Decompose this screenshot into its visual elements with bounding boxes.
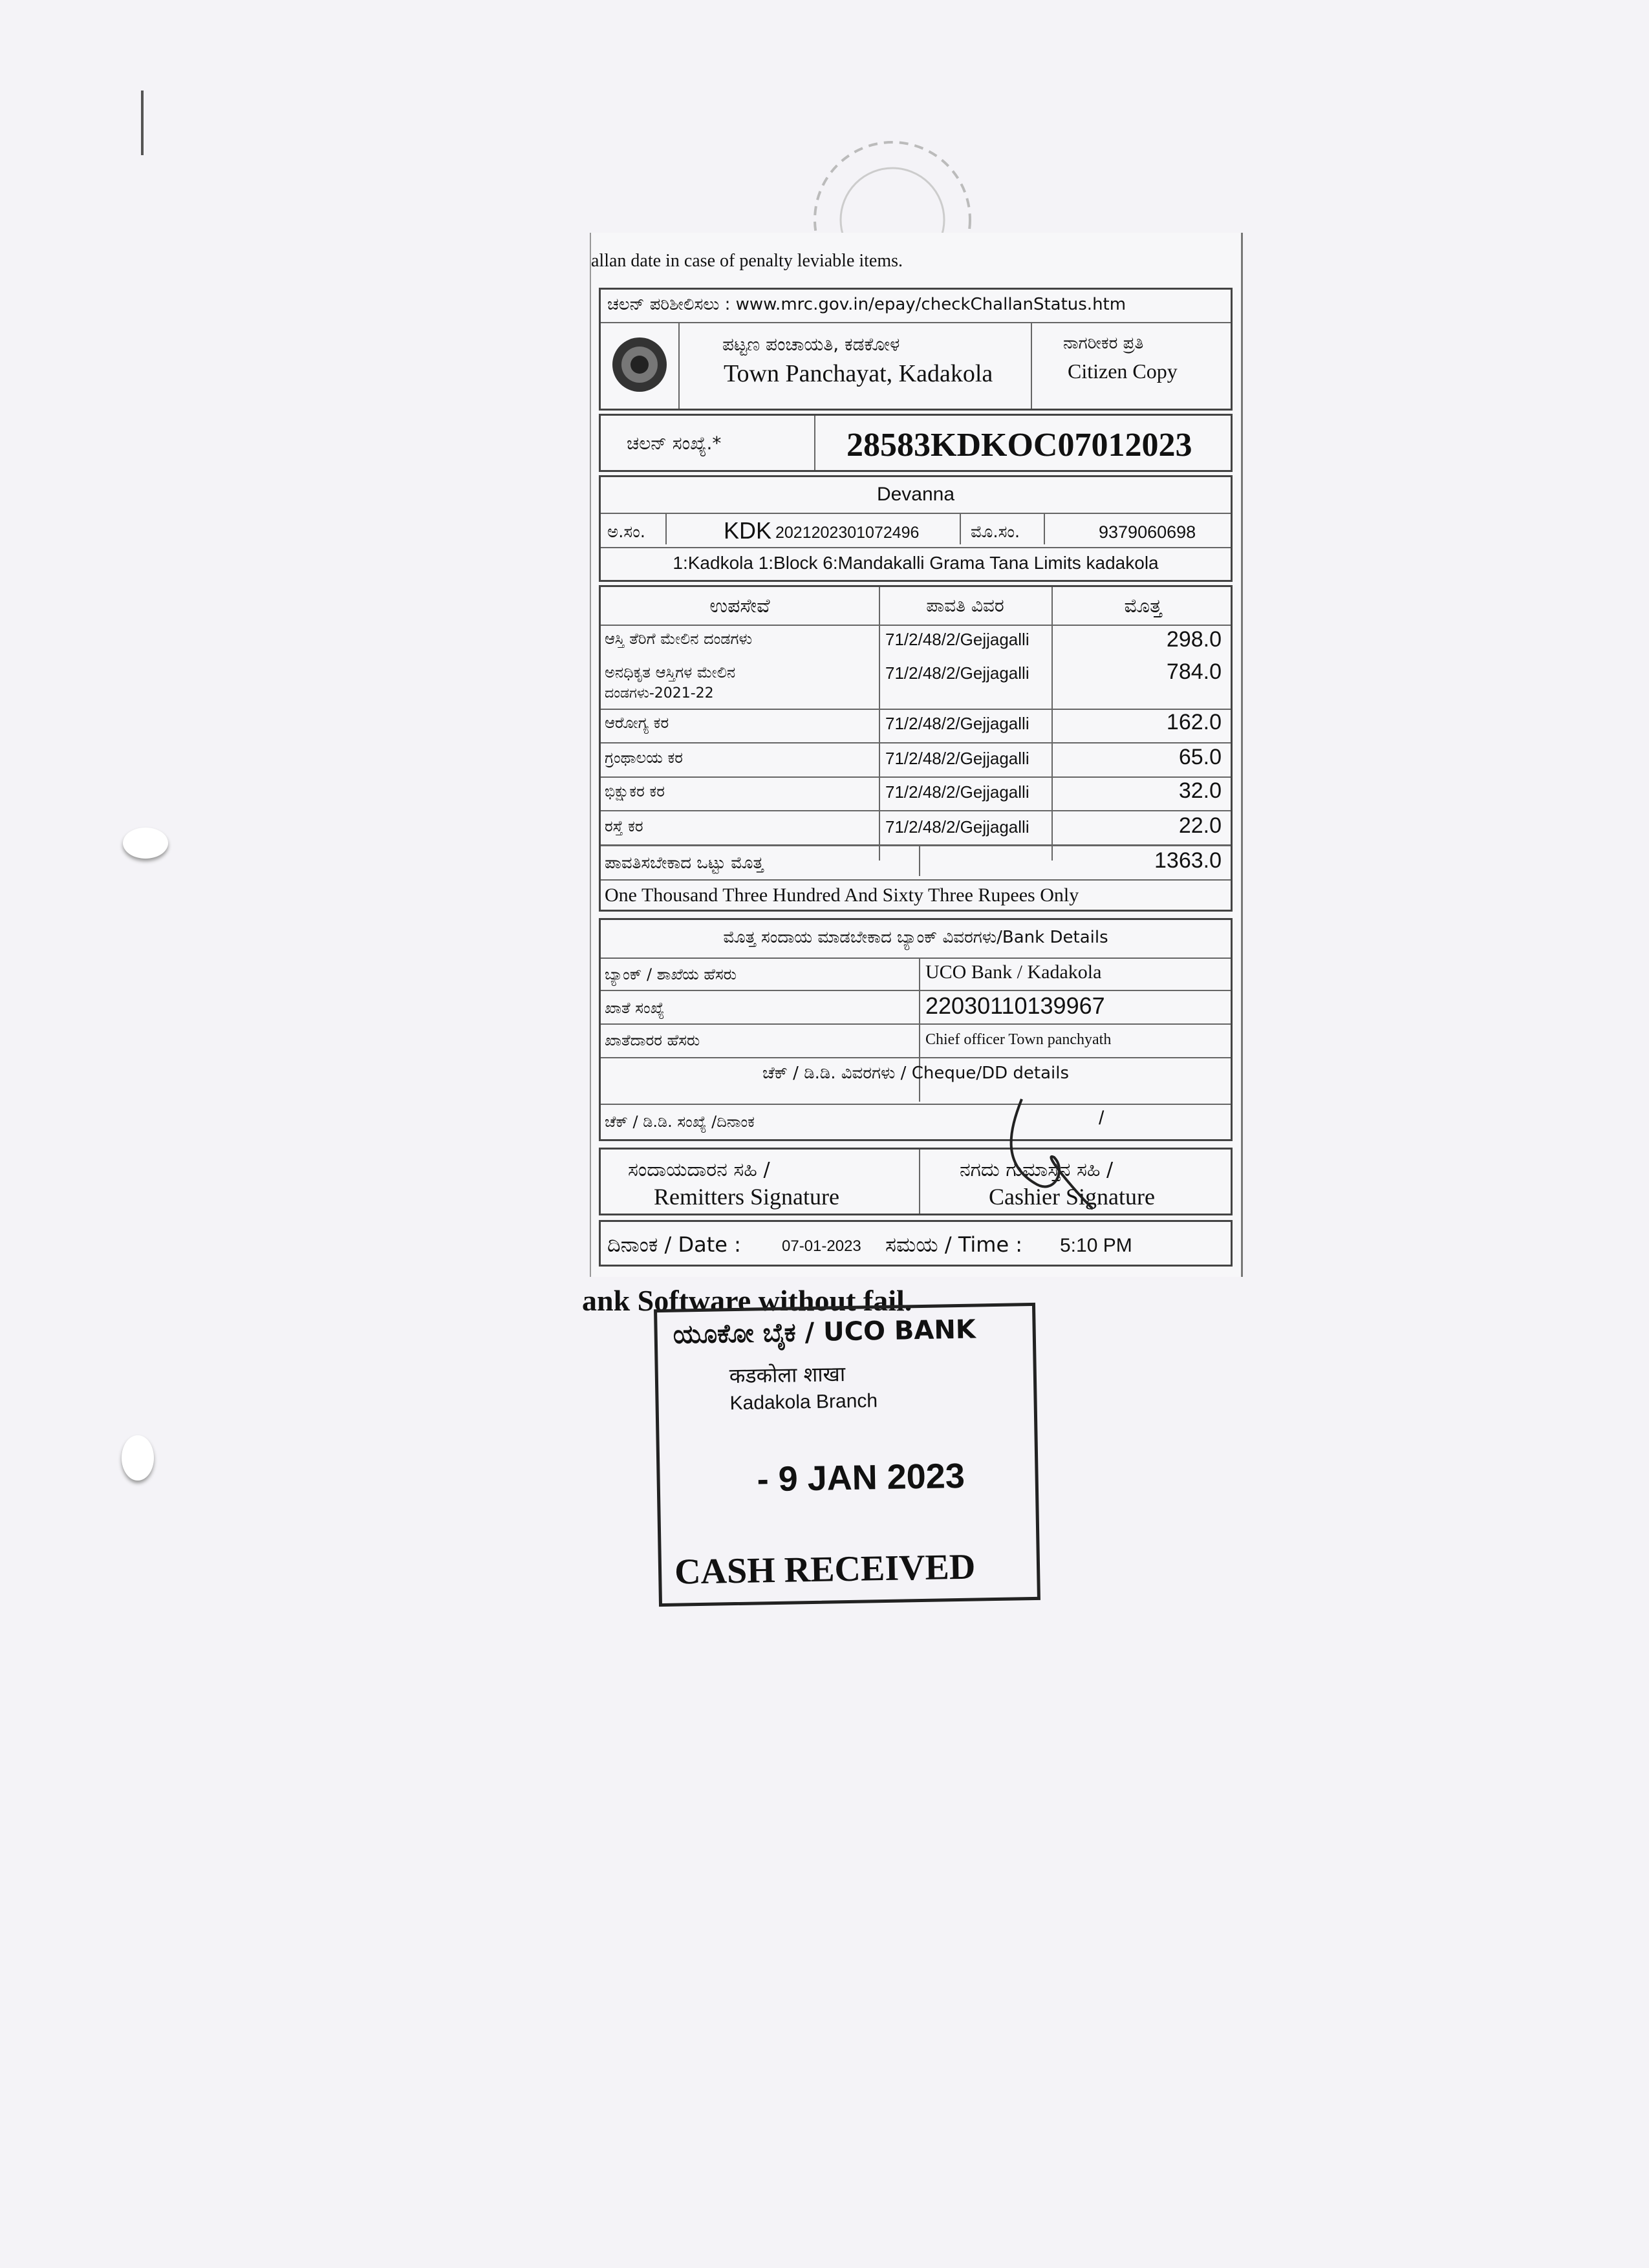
row-payment-detail: 71/2/48/2/Gejjagalli <box>885 663 1029 683</box>
row-amount: 162.0 <box>1166 710 1222 734</box>
mobile-label: ಮೊ.ಸಂ. <box>971 522 1020 542</box>
cashier-signature-label-kannada: ನಗದು ಗುಮಾಸ್ತನ ಸಹಿ / <box>960 1159 1114 1181</box>
row-payment-detail: 71/2/48/2/Gejjagalli <box>885 817 1029 837</box>
date-label: ದಿನಾಂಕ / Date : <box>607 1232 741 1257</box>
row-amount: 65.0 <box>1178 745 1222 769</box>
row-service: ಆಸ್ತಿ ತೆರಿಗೆ ಮೇಲಿನ ದಂಡಗಳು <box>605 630 753 648</box>
signature-box <box>599 1148 1233 1215</box>
challan-number: 28583KDKOC07012023 <box>846 427 1192 464</box>
punch-hole-bottom <box>122 1435 154 1481</box>
column-header-payment-detail: ಪಾವತಿ ವಿವರ <box>926 595 1004 616</box>
stamp-bank-name: ಯೂಕೋ ಬೈಕ / UCO BANK <box>673 1314 976 1350</box>
fee-table <box>599 585 1233 912</box>
row-payment-detail: 71/2/48/2/Gejjagalli <box>885 714 1029 733</box>
bank-name-value: UCO Bank / Kadakola <box>925 961 1102 983</box>
bank-received-stamp <box>654 1303 1040 1607</box>
penalty-note: allan date in case of penalty leviable items. <box>591 251 903 271</box>
payer-address: 1:Kadkola 1:Block 6:Mandakalli Grama Tana Limits kadakola <box>673 553 1159 573</box>
row-service: ಗ್ರಂಥಾಲಯ ಕರ <box>605 749 683 767</box>
government-emblem-icon <box>610 335 669 394</box>
challan-number-box <box>599 414 1233 472</box>
column-header-amount: ಮೊತ್ತ <box>1124 595 1162 617</box>
bank-details-heading: ಮೊತ್ತ ಸಂದಾಯ ಮಾಡಬೇಕಾದ ಬ್ಯಾಂಕ್ ವಿವರಗಳು/Bank Details <box>723 928 1108 947</box>
remitter-signature-label: Remitters Signature <box>654 1184 839 1210</box>
copy-type-english: Citizen Copy <box>1068 359 1178 383</box>
account-number-label: ಖಾತೆ ಸಂಖ್ಯೆ <box>605 999 665 1017</box>
row-payment-detail: 71/2/48/2/Gejjagalli <box>885 749 1029 768</box>
amount-in-words: One Thousand Three Hundred And Sixty Three Rupees Only <box>605 884 1079 906</box>
account-number-value: 22030110139967 <box>925 992 1105 1019</box>
challan-number-label: ಚಲನ್ ಸಂಖ್ಯೆ.* <box>627 433 722 454</box>
copy-type-kannada: ನಾಗರೀಕರ ಪ್ರತಿ <box>1063 334 1144 353</box>
time-value: 5:10 PM <box>1060 1235 1132 1256</box>
account-holder-value: Chief officer Town panchyath <box>925 1031 1112 1048</box>
date-time-box <box>599 1220 1233 1267</box>
total-amount: 1363.0 <box>1154 848 1222 873</box>
row-amount: 298.0 <box>1166 627 1222 652</box>
row-amount: 22.0 <box>1178 813 1222 838</box>
account-holder-label: ಖಾತೆದಾರರ ಹೆಸರು <box>605 1031 700 1049</box>
punch-hole-top <box>123 828 168 859</box>
row-service-line2: ದಂಡಗಳು-2021-22 <box>605 685 714 701</box>
date-value: 07-01-2023 <box>782 1237 861 1255</box>
cashier-signature-scribble <box>996 1093 1112 1215</box>
payer-box <box>599 475 1233 582</box>
remitter-signature-label-kannada: ಸಂದಾಯದಾರನ ಸಹಿ / <box>628 1159 770 1181</box>
cheque-number-value: / <box>1099 1107 1105 1129</box>
payer-id-prefix: KDK <box>724 517 772 544</box>
challan-receipt <box>590 233 1243 1277</box>
payer-id-number: 2021202301072496 <box>775 524 920 542</box>
cheque-details-heading: ಚೆಕ್ / ಡಿ.ಡಿ. ವಿವರಗಳು / Cheque/DD details <box>762 1064 1069 1083</box>
org-name-kannada: ಪಟ್ಟಣ ಪಂಚಾಯತಿ, ಕಡಕೋಳ <box>722 334 900 355</box>
bank-details <box>599 918 1233 1141</box>
row-amount: 32.0 <box>1178 778 1222 803</box>
row-amount: 784.0 <box>1166 659 1222 684</box>
row-service: ಭಿಕ್ಷುಕರ ಕರ <box>605 782 665 800</box>
payer-name: Devanna <box>876 484 955 505</box>
org-name-english: Town Panchayat, Kadakola <box>724 360 993 387</box>
stamp-date: - 9 JAN 2023 <box>757 1456 965 1499</box>
row-service: ಆರೋಗ್ಯ ಕರ <box>605 714 669 732</box>
receipt-header <box>599 288 1233 411</box>
cashier-signature-label: Cashier Signature <box>989 1184 1155 1210</box>
verify-url: ಚಲನ್ ಪರಿಶೀಲಿಸಲು : www.mrc.gov.in/epay/checkChallanStatus.htm <box>607 295 1126 314</box>
instruction-banner: ank Software without fail. <box>582 1284 912 1317</box>
row-payment-detail: 71/2/48/2/Gejjagalli <box>885 782 1029 802</box>
column-header-subservice: ಉಪಸೇವೆ <box>709 595 770 617</box>
total-label: ಪಾವತಿಸಬೇಕಾದ ಒಟ್ಟು ಮೊತ್ತ <box>605 853 764 873</box>
stamp-branch-hindi: कडकोला शाखा <box>729 1362 846 1389</box>
cheque-number-label: ಚೆಕ್ / ಡಿ.ಡಿ. ಸಂಖ್ಯೆ /ದಿನಾಂಕ <box>605 1113 755 1131</box>
row-service: ಅನಧಿಕೃತ ಆಸ್ತಿಗಳ ಮೇಲಿನ <box>605 663 736 681</box>
mobile-number: 9379060698 <box>1099 522 1196 542</box>
payer-id-label: ಅ.ಸಂ. <box>607 522 645 542</box>
row-payment-detail: 71/2/48/2/Gejjagalli <box>885 630 1029 649</box>
page-edge-mark <box>141 91 144 155</box>
time-label: ಸಮಯ / Time : <box>885 1232 1023 1257</box>
bank-name-label: ಬ್ಯಾಂಕ್ / ಶಾಖೆಯ ಹೆಸರು <box>605 965 737 983</box>
stamp-cash-received: CASH RECEIVED <box>674 1546 976 1592</box>
stamp-branch-name: Kadakola Branch <box>729 1390 878 1415</box>
row-service: ರಸ್ತೆ ಕರ <box>605 817 643 835</box>
